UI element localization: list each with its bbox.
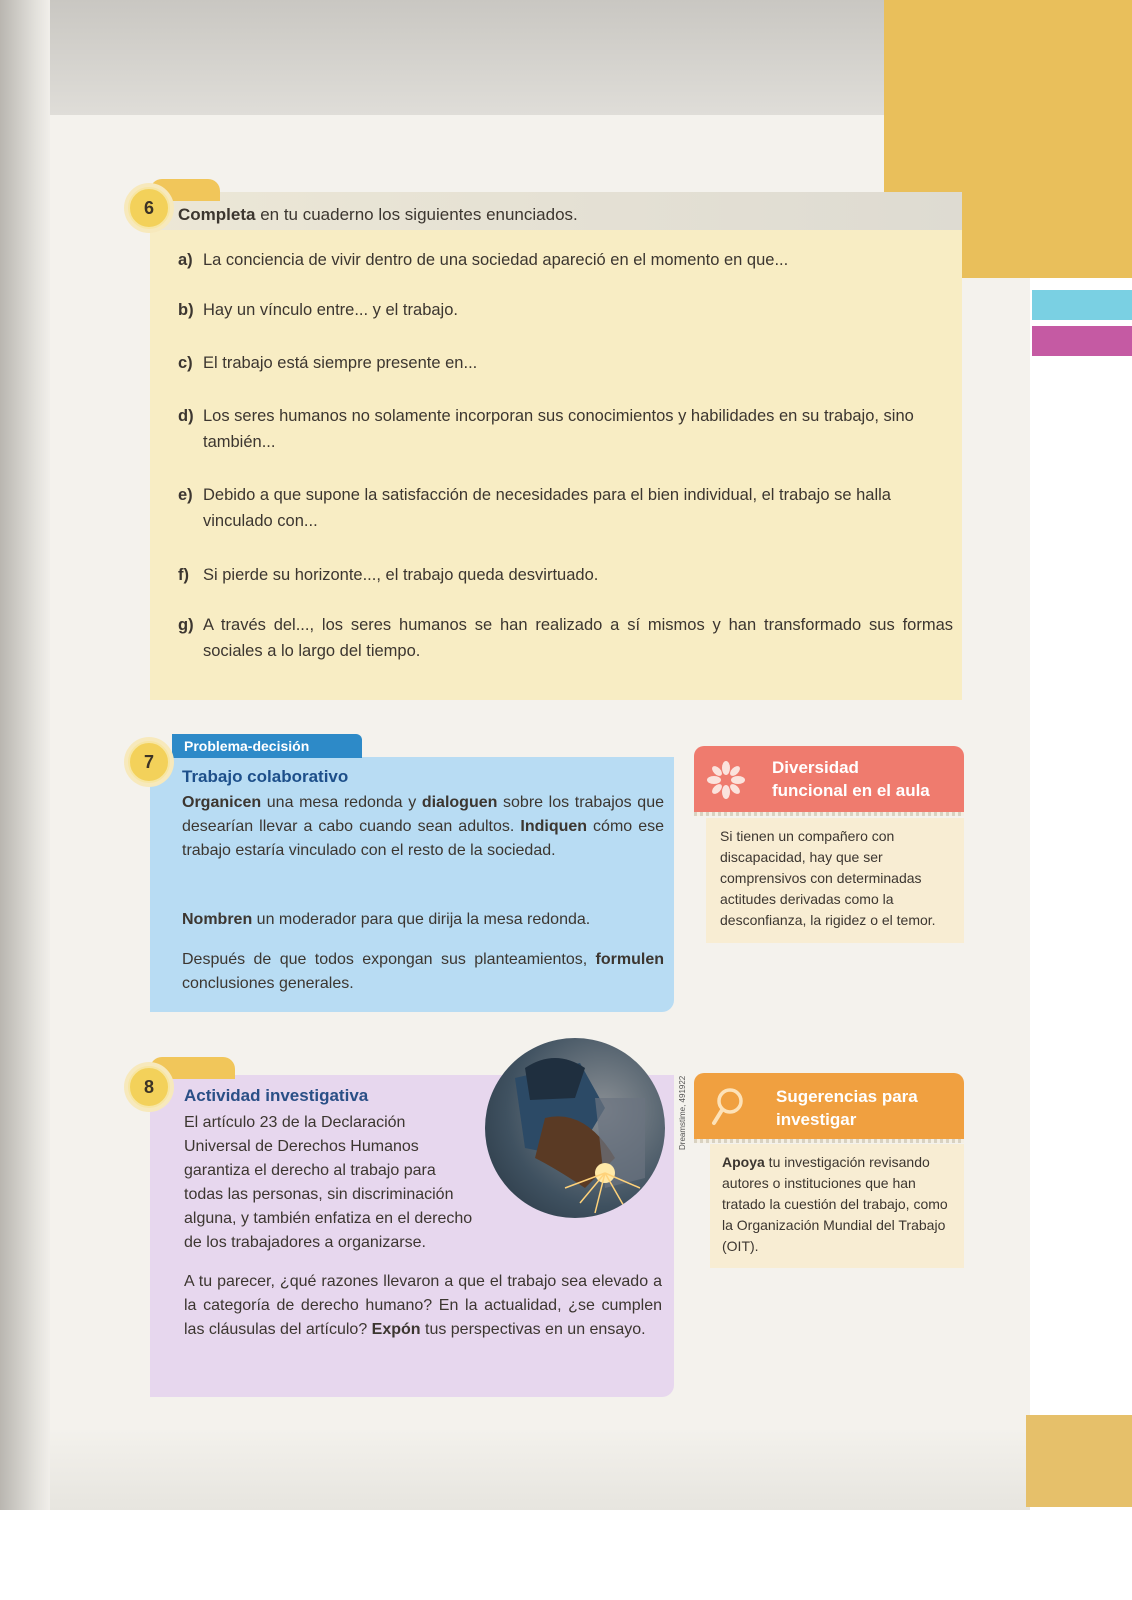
paragraph-line: alguna, y también enfatiza en el derecho [184, 1210, 473, 1227]
item-text: Hay un vínculo entre... y el trabajo. [203, 301, 458, 319]
paragraph-text: un moderador para que dirija la mesa redonda. [252, 911, 591, 928]
sugerencias-card-title [776, 1085, 918, 1131]
paragraph-text: conclusiones generales. [182, 975, 354, 992]
item-letter: d) [178, 407, 194, 425]
item-letter: a) [178, 251, 193, 269]
item-letter: g) [178, 616, 194, 634]
list-item [178, 350, 958, 376]
paragraph-text: una mesa redonda y [261, 794, 422, 811]
list-item [178, 562, 958, 588]
activity-6-title-rest: en tu cuaderno los siguientes enunciados. [255, 205, 578, 224]
diversidad-card-body: Si tienen un compañero con discapacidad, hay que ser comprensivos con determinadas actitudes derivadas como la desconfianza, la rigidez o el temor. [706, 818, 964, 943]
page-bottom-shade [50, 1430, 1030, 1510]
paragraph-line: Universal de Derechos Humanos [184, 1138, 419, 1155]
decorative-page-number-block [1026, 1415, 1132, 1507]
activity-8-paragraph-1 [184, 1111, 514, 1255]
paragraph-line: garantiza el derecho al trabajo para [184, 1162, 436, 1179]
activity-8-number: 8 [128, 1066, 170, 1108]
bold-verb: Expón [371, 1321, 421, 1338]
activity-8-paragraph-2 [184, 1270, 662, 1342]
paragraph-line: de los trabajadores a organizarse. [184, 1234, 426, 1251]
card-body-text: tu investigación revisando autores o instituciones que han tratado la cuestión del trabajo, como la Organización Mundial del Trabajo (OIT). [722, 1154, 948, 1254]
item-letter: b) [178, 301, 194, 319]
item-text: A través del..., los seres humanos se han realizado a sí mismos y han transformado sus formas sociales a lo largo del tiempo. [203, 616, 953, 660]
item-letter: f) [178, 566, 189, 584]
card-title-line: funcional en el aula [772, 781, 930, 800]
card-title-line: Sugerencias para [776, 1087, 918, 1106]
card-divider [694, 1139, 964, 1143]
item-text: Si pierde su horizonte..., el trabajo queda desvirtuado. [203, 566, 599, 584]
bold-verb: Organicen [182, 794, 262, 811]
photo-credit: Dreamstime, 491922 [678, 1075, 687, 1150]
card-title-line: Diversidad [772, 758, 859, 777]
activity-7-tag: Problema-decisión [172, 734, 362, 758]
book-gutter [0, 0, 50, 1510]
activity-7-paragraph-3 [182, 948, 664, 996]
list-item [178, 403, 958, 455]
paragraph-line: todas las personas, sin discriminación [184, 1186, 454, 1203]
activity-6-number: 6 [128, 187, 170, 229]
item-text: La conciencia de vivir dentro de una sociedad apareció en el momento en que... [203, 251, 789, 269]
paragraph-text: sobre los trabajos que desearían llevar a cabo cuando sean adultos. [182, 794, 665, 835]
activity-7-heading: Trabajo colaborativo [182, 767, 349, 786]
activity-6-title [178, 205, 578, 225]
decorative-magenta-stripe [1032, 326, 1132, 356]
welder-illustration [485, 1038, 665, 1218]
diversidad-card-title [772, 756, 930, 802]
paragraph-text: tus perspectivas en un ensayo. [420, 1321, 646, 1338]
flower-icon [706, 760, 746, 800]
bold-verb: dialoguen [421, 794, 498, 811]
sugerencias-card-body [710, 1144, 964, 1268]
bold-verb: Apoya [722, 1154, 765, 1170]
list-item [178, 612, 958, 664]
activity-8-heading: Actividad investigativa [184, 1086, 369, 1105]
sugerencias-card-header [694, 1073, 964, 1141]
item-text: Debido a que supone la satisfacción de necesidades para el bien individual, el trabajo se halla vinculado con... [203, 486, 891, 530]
item-text: Los seres humanos no solamente incorporan sus conocimientos y habilidades en su trabajo, sino también... [203, 407, 914, 451]
item-letter: c) [178, 354, 193, 372]
item-text: El trabajo está siempre presente en... [203, 354, 478, 372]
magnifier-icon [708, 1085, 748, 1129]
list-item [178, 247, 958, 273]
paragraph-text: cómo ese trabajo estaría vinculado con el resto de la sociedad. [182, 818, 664, 859]
card-divider [694, 812, 964, 816]
activity-6-title-verb: Completa [178, 205, 256, 224]
paragraph-text: Después de que todos expongan sus planteamientos, [182, 951, 596, 968]
card-title-line: investigar [776, 1110, 857, 1129]
list-item [178, 297, 958, 323]
decorative-cyan-stripe [1032, 290, 1132, 320]
scan-background-bottom [0, 1510, 1132, 1600]
bold-verb: Indiquen [520, 818, 588, 835]
item-letter: e) [178, 486, 193, 504]
activity-7-number: 7 [128, 741, 170, 783]
bold-verb: formulen [595, 951, 664, 968]
paragraph-line: El artículo 23 de la Declaración [184, 1114, 406, 1131]
activity-7-paragraph-1 [182, 791, 664, 863]
list-item [178, 482, 958, 534]
paragraph-text: A tu parecer, ¿qué razones llevaron a que el trabajo sea elevado a la categoría de derecho humano? En la actualidad, ¿se cumplen las cláusulas del artículo? [184, 1273, 662, 1338]
bold-verb: Nombren [182, 911, 253, 928]
activity-7-paragraph-2 [182, 908, 664, 932]
diversidad-card-header [694, 746, 964, 814]
welder-photo [485, 1038, 665, 1218]
